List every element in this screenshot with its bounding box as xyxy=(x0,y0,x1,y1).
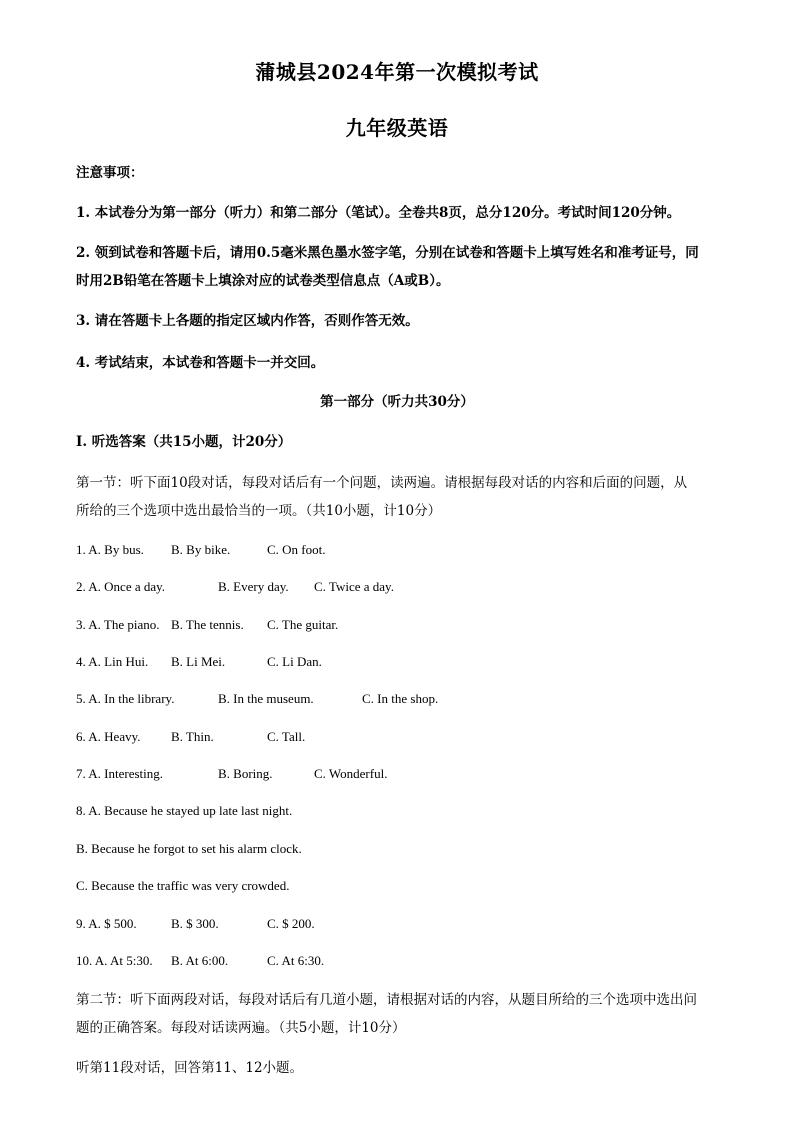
question-8-option-b xyxy=(76,840,736,858)
option-a: 4. A. Lin Hui. xyxy=(76,654,149,669)
exam-subtitle: 九年级英语 xyxy=(345,116,449,140)
option-b: B. Thin. xyxy=(171,729,214,744)
question-10 xyxy=(76,952,736,970)
option-c: C. Tall. xyxy=(267,729,306,744)
option-b: B. In the museum. xyxy=(218,691,314,706)
question-3 xyxy=(76,616,736,634)
section2-intro-line-1: 第二节：听下面两段对话，每段对话后有几道小题，请根据对话的内容，从题目所给的三个选项中选出问 xyxy=(76,992,697,1008)
note-1: 1. 本试卷分为第一部分（听力）和第二部分（笔试）。全卷共8页，总分120分。考试时间120分钟。 xyxy=(76,205,681,221)
question-8-option-c xyxy=(76,877,736,895)
option-c: C. The guitar. xyxy=(267,617,339,632)
option-c: C. Li Dan. xyxy=(267,654,322,669)
note-4: 4. 考试结束，本试卷和答题卡一并交回。 xyxy=(76,355,325,371)
question-9 xyxy=(76,915,736,933)
dialogue-11-instruction: 听第11段对话，回答第11、12小题。 xyxy=(76,1060,304,1076)
option-c: C. $ 200. xyxy=(267,916,315,931)
option-a: 5. A. In the library. xyxy=(76,691,175,706)
option-a: 6. A. Heavy. xyxy=(76,729,141,744)
section1-intro-line-1: 第一节：听下面10段对话，每段对话后有一个问题，读两遍。请根据每段对话的内容和后面的问题，从 xyxy=(76,475,688,491)
option-c: C. Because the traffic was very crowded. xyxy=(76,878,290,893)
section2-intro-line-2: 题的正确答案。每段对话读两遍。（共5小题，计10分） xyxy=(76,1020,406,1036)
exam-title: 蒲城县2024年第一次模拟考试 xyxy=(255,60,539,84)
option-b: B. Boring. xyxy=(218,766,273,781)
question-8-option-a xyxy=(76,802,736,820)
question-2 xyxy=(76,578,736,596)
option-c: C. On foot. xyxy=(267,542,326,557)
note-2-line-2: 时用2B铅笔在答题卡上填涂对应的试卷类型信息点（A或B）。 xyxy=(76,273,450,289)
option-b: B. $ 300. xyxy=(171,916,219,931)
note-3: 3. 请在答题卡上各题的指定区域内作答，否则作答无效。 xyxy=(76,313,419,329)
option-a: 2. A. Once a day. xyxy=(76,579,166,594)
option-a: 7. A. Interesting. xyxy=(76,766,164,781)
question-6 xyxy=(76,728,736,746)
option-a: 3. A. The piano. xyxy=(76,617,160,632)
option-b: B. By bike. xyxy=(171,542,231,557)
option-c: C. Twice a day. xyxy=(314,579,394,594)
option-a: 1. A. By bus. xyxy=(76,542,144,557)
option-b: B. The tennis. xyxy=(171,617,244,632)
option-b: B. At 6:00. xyxy=(171,953,229,968)
option-b: B. Every day. xyxy=(218,579,289,594)
question-7 xyxy=(76,765,736,783)
option-c: C. Wonderful. xyxy=(314,766,388,781)
option-a: 9. A. $ 500. xyxy=(76,916,137,931)
section1-intro-line-2: 所给的三个选项中选出最恰当的一项。（共10小题，计10分） xyxy=(76,503,442,519)
option-c: C. At 6:30. xyxy=(267,953,325,968)
question-4 xyxy=(76,653,736,671)
option-b: B. Because he forgot to set his alarm clock. xyxy=(76,841,302,856)
option-c: C. In the shop. xyxy=(362,691,439,706)
question-1 xyxy=(76,541,736,559)
part1-heading: 第一部分（听力共30分） xyxy=(320,394,474,410)
option-a: 8. A. Because he stayed up late last night. xyxy=(76,803,293,818)
option-a: 10. A. At 5:30. xyxy=(76,953,153,968)
section1-heading: I. 听选答案（共15小题，计20分） xyxy=(76,434,292,450)
notes-heading: 注意事项： xyxy=(76,165,144,181)
question-5 xyxy=(76,690,736,708)
note-2-line-1: 2. 领到试卷和答题卡后，请用0.5毫米黑色墨水签字笔，分别在试卷和答题卡上填写姓名和准考证号，同 xyxy=(76,245,699,261)
option-b: B. Li Mei. xyxy=(171,654,226,669)
